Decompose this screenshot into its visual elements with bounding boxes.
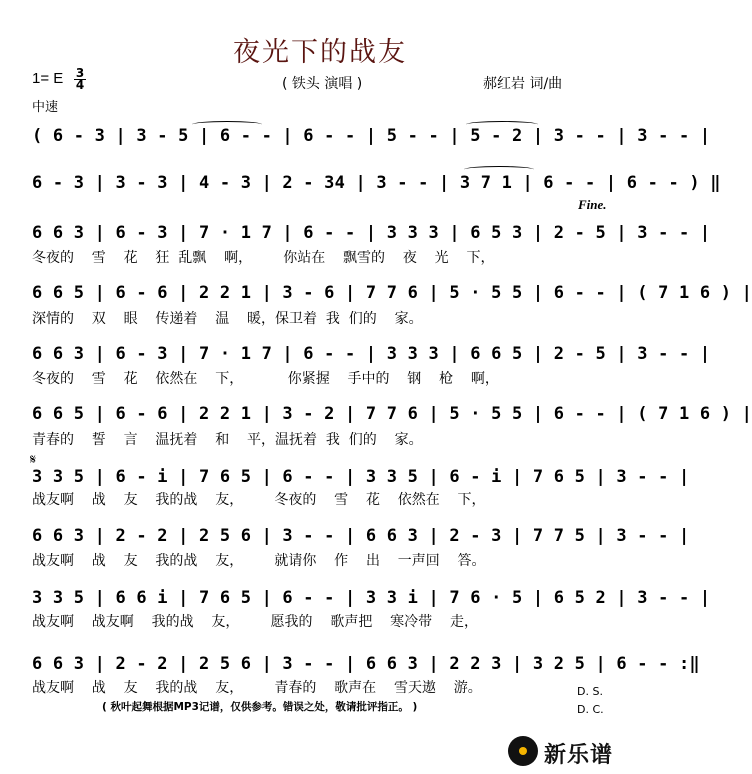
lyric-line-6: 战友啊 战 友 我的战 友， 就请你 作 出 一声回 答。 xyxy=(32,553,486,569)
ds-marking: D. S. xyxy=(577,685,603,698)
tempo-marking: 中速 xyxy=(32,100,59,115)
notation-line-8: 6 6 3 | 2 - 2 | 2 5 6 | 3 - - | 6 6 3 | 2 - 3 | 7 7 5 | 3 - - | xyxy=(32,526,690,546)
notation-line-6: 6 6 5 | 6 - 6 | 2 2 1 | 3 - 2 | 7 7 6 | 5 · 5 5 | 6 - - | ( 7 1 6 ) | xyxy=(32,404,752,424)
notation-line-4: 6 6 5 | 6 - 6 | 2 2 1 | 3 - 6 | 7 7 6 | 5 · 5 5 | 6 - - | ( 7 1 6 ) | xyxy=(32,283,752,303)
singer-credit: ( 铁头 演唱 ) xyxy=(282,76,363,92)
lyric-line-1: 冬夜的 雪 花 狂 乱飘 啊， 你站在 飘雪的 夜 光 下， xyxy=(32,250,495,266)
notation-line-3: 6 6 3 | 6 - 3 | 7 · 1 7 | 6 - - | 3 3 3 | 6 5 3 | 2 - 5 | 3 - - | xyxy=(32,223,711,243)
notation-line-7: 3 3 5 | 6 - i | 7 6 5 | 6 - - | 3 3 5 | 6 - i | 7 6 5 | 3 - - | xyxy=(32,467,690,487)
site-logo xyxy=(506,734,636,768)
time-signature-bottom: 4 xyxy=(75,78,85,92)
time-signature xyxy=(74,68,86,91)
time-signature-top: 3 xyxy=(75,66,85,80)
notation-line-1: ( 6 - 3 | 3 - 5 | 6 - - | 6 - - | 5 - - | 5 - 2 | 3 - - | 3 - - | xyxy=(32,126,711,146)
dc-marking: D. C. xyxy=(577,703,604,716)
lyric-line-3: 冬夜的 雪 花 依然在 下， 你紧握 手中的 钢 枪 啊， xyxy=(32,371,499,387)
segno-sign: 𝄋 xyxy=(30,452,37,468)
transcription-note: ( 秋叶起舞根据MP3记谱，仅供参考。错误之处，敬请批评指正。 ) xyxy=(102,701,418,713)
lyric-line-8: 战友啊 战 友 我的战 友， 青春的 歌声在 雪天遨 游。 xyxy=(32,680,482,696)
notation-line-10: 6 6 3 | 2 - 2 | 2 5 6 | 3 - - | 6 6 3 | 2 2 3 | 3 2 5 | 6 - - :‖ xyxy=(32,654,700,674)
song-title: 夜光下的战友 xyxy=(233,37,407,68)
author-credit: 郝红岩 词/曲 xyxy=(483,76,563,92)
record-disc-icon xyxy=(508,736,538,766)
logo-text: 新乐谱 xyxy=(544,743,614,768)
key-signature: 1= E xyxy=(32,70,64,87)
lyric-line-4: 青春的 誓 言 温抚着 和 平，温抚着 我 们的 家。 xyxy=(32,432,423,448)
notation-line-2: 6 - 3 | 3 - 3 | 4 - 3 | 2 - 34 | 3 - - | 3 7 1 | 6 - - | 6 - - ) ‖ xyxy=(32,173,721,193)
lyric-line-2: 深情的 双 眼 传递着 温 暖，保卫着 我 们的 家。 xyxy=(32,311,423,327)
lyric-line-7: 战友啊 战友啊 我的战 友， 愿我的 歌声把 寒冷带 走， xyxy=(32,614,478,630)
fine-marking: Fine. xyxy=(578,197,607,212)
lyric-line-5: 战友啊 战 友 我的战 友， 冬夜的 雪 花 依然在 下， xyxy=(32,492,486,508)
notation-line-9: 3 3 5 | 6 6 i | 7 6 5 | 6 - - | 3 3 i | 7 6 · 5 | 6 5 2 | 3 - - | xyxy=(32,588,711,608)
notation-line-5: 6 6 3 | 6 - 3 | 7 · 1 7 | 6 - - | 3 3 3 | 6 6 5 | 2 - 5 | 3 - - | xyxy=(32,344,711,364)
